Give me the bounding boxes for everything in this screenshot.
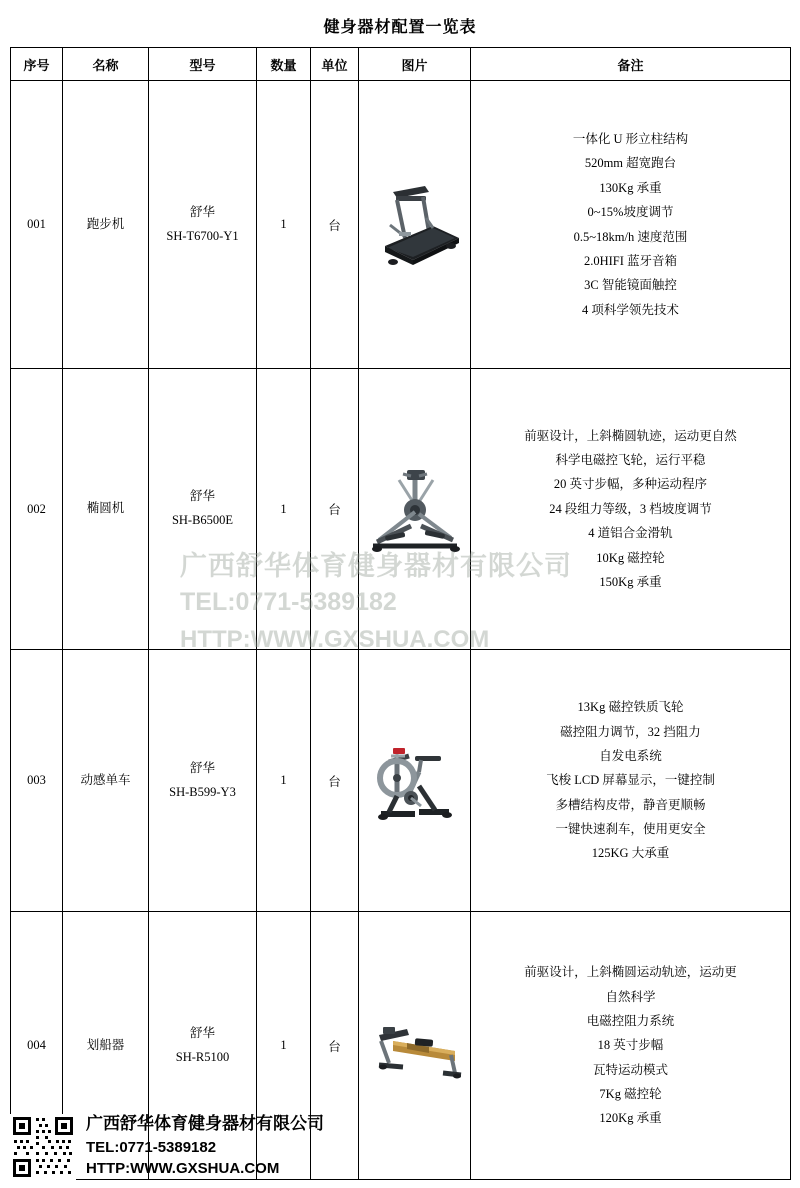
footer-company: 广西舒华体育健身器材有限公司	[86, 1113, 324, 1133]
cell-no: 001	[11, 81, 63, 369]
table-row	[11, 369, 791, 650]
watermark-tel: TEL:0771-5389182	[180, 588, 397, 617]
remark-line: 自发电系统	[599, 748, 662, 763]
footer-url: HTTP:WWW.GXSHUA.COM	[86, 1160, 280, 1178]
cell-remark	[471, 912, 791, 1180]
table-header-row	[11, 48, 791, 81]
remark-line: 120Kg 承重	[599, 1111, 662, 1126]
header-model: 型号	[149, 48, 257, 81]
cell-model	[149, 650, 257, 912]
cell-qty: 1	[257, 81, 311, 369]
remark-line: 150Kg 承重	[599, 574, 662, 589]
cell-brand-text: 舒华	[189, 489, 215, 504]
header-image: 图片	[359, 48, 471, 81]
cell-brand-text: 舒华	[189, 1025, 215, 1040]
cell-unit: 台	[311, 912, 359, 1180]
remark-line: 7Kg 磁控轮	[599, 1087, 662, 1102]
cell-unit: 台	[311, 650, 359, 912]
remark-line: 前驱设计，上斜椭圆轨迹，运动更自然	[524, 428, 737, 443]
remark-line: 18 英寸步幅	[597, 1038, 664, 1053]
cell-model-text: SH-R5100	[175, 1049, 230, 1064]
cell-model	[149, 81, 257, 369]
elliptical-photo	[363, 454, 467, 564]
cell-unit: 台	[311, 81, 359, 369]
cell-model-text: SH-T6700-Y1	[166, 228, 239, 243]
cell-model-text: SH-B6500E	[171, 513, 234, 527]
cell-image	[359, 650, 471, 912]
remark-line: 0.5~18km/h 速度范围	[573, 229, 688, 244]
header-name: 名称	[63, 48, 149, 81]
footer-tel: TEL:0771-5389182	[86, 1138, 217, 1156]
remark-line: 24 段组力等级，3 档坡度调节	[549, 501, 712, 516]
cell-name: 椭圆机	[63, 369, 149, 650]
spin-bike-photo	[363, 726, 467, 836]
remark-line: 20 英寸步幅，多种运动程序	[553, 477, 708, 492]
remark-line: 多槽结构皮带，静音更顺畅	[555, 797, 706, 812]
cell-qty: 1	[257, 912, 311, 1180]
page-title: 健身器材配置一览表	[323, 19, 477, 36]
remark-line: 4 道铝合金滑轨	[588, 526, 673, 541]
remark-line: 磁控阻力调节，32 挡阻力	[560, 724, 701, 739]
remark-line: 0~15%坡度调节	[587, 205, 674, 220]
cell-no: 003	[11, 650, 63, 912]
cell-image	[359, 369, 471, 650]
cell-qty: 1	[257, 369, 311, 650]
footer-overlay	[10, 1112, 324, 1180]
cell-remark	[471, 650, 791, 912]
cell-image	[359, 81, 471, 369]
cell-image	[359, 912, 471, 1180]
remark-line: 520mm 超宽跑台	[584, 156, 677, 171]
cell-brand-text: 舒华	[189, 760, 215, 775]
remark-line: 13Kg 磁控铁质飞轮	[577, 700, 684, 715]
table-row	[11, 81, 791, 369]
cell-name: 跑步机	[63, 81, 149, 369]
remark-line: 瓦特运动模式	[592, 1062, 668, 1077]
remark-line: 10Kg 磁控轮	[596, 550, 665, 565]
cell-qty: 1	[257, 650, 311, 912]
cell-unit: 台	[311, 369, 359, 650]
remark-line: 科学电磁控飞轮，运行平稳	[555, 453, 706, 468]
remark-line: 前驱设计，上斜椭圆运动轨迹，运动更	[524, 965, 737, 980]
remark-line: 130Kg 承重	[599, 180, 662, 195]
cell-remark	[471, 81, 791, 369]
remark-line: 一键快速刹车，使用更安全	[555, 822, 706, 837]
watermark-company: 广西舒华体育健身器材有限公司	[180, 551, 572, 581]
footer-contact	[86, 1112, 324, 1180]
qr-code-icon	[10, 1114, 76, 1180]
remark-line: 4 项科学领先技术	[582, 302, 679, 317]
cell-no: 002	[11, 369, 63, 650]
remark-line: 125KG 大承重	[591, 846, 670, 861]
remark-line: 飞梭 LCD 屏幕显示，一键控制	[546, 773, 715, 788]
remark-line: 2.0HIFI 蓝牙音箱	[583, 253, 678, 268]
header-qty: 数量	[257, 48, 311, 81]
cell-model	[149, 369, 257, 650]
cell-name: 动感单车	[63, 650, 149, 912]
table-row	[11, 650, 791, 912]
rowing-machine-photo	[363, 991, 467, 1101]
header-remark: 备注	[471, 48, 791, 81]
watermark-url: HTTP:WWW.GXSHUA.COM	[180, 625, 490, 653]
cell-no: 004	[11, 912, 63, 1180]
equipment-table	[10, 47, 791, 1180]
cell-name: 划船器	[63, 912, 149, 1180]
header-no: 序号	[11, 48, 63, 81]
cell-remark	[471, 369, 791, 650]
remark-line: 自然科学	[605, 989, 656, 1004]
remark-line: 3C 智能镜面触控	[584, 278, 677, 293]
cell-brand-text: 舒华	[189, 204, 215, 219]
remark-line: 电磁控阻力系统	[586, 1013, 675, 1028]
remark-line: 一体化 U 形立柱结构	[572, 132, 689, 146]
cell-model-text: SH-B599-Y3	[169, 784, 236, 799]
treadmill-photo	[363, 170, 467, 280]
header-unit: 单位	[311, 48, 359, 81]
